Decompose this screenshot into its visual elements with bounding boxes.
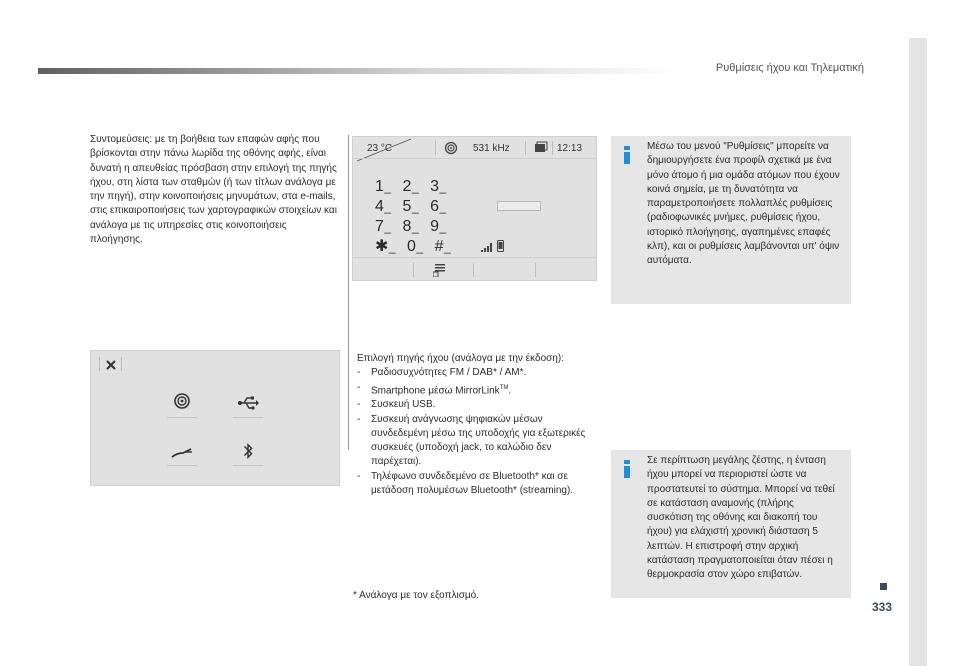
close-icon[interactable] bbox=[105, 359, 117, 371]
column-divider bbox=[348, 135, 349, 450]
keypad-row: ✱_ 0_ #_ bbox=[375, 238, 452, 255]
source-selection-screen bbox=[90, 350, 340, 486]
key-5[interactable]: 5 bbox=[402, 198, 412, 215]
list-item: - Ραδιοσυχνότητες FM / DAB* / AM*. bbox=[357, 366, 602, 380]
number-input-field[interactable] bbox=[497, 201, 541, 211]
clock-display: 12:13 bbox=[557, 143, 583, 154]
contacts-icon[interactable] bbox=[433, 263, 447, 277]
page-number: 333 bbox=[872, 600, 893, 614]
keypad-row: 1_ 2_ 3_ bbox=[375, 178, 447, 195]
phone-keypad bbox=[375, 177, 457, 257]
list-item bbox=[357, 381, 602, 399]
signal-icon bbox=[481, 242, 493, 252]
keypad-row: 4_ 5_ 6_ bbox=[375, 198, 447, 215]
jack-icon[interactable] bbox=[171, 445, 193, 461]
key-1[interactable]: 1 bbox=[375, 178, 385, 195]
info-box-text: Σε περίπτωση μεγάλης ζέστης, η ένταση ήχου μπορεί να περιοριστεί ώστε να προστατευτεί το σύστημα. Μπορεί να τεθεί σε κατάσταση αναμονής (πλήρης συσκότιση της οθόνης και διακοπή του ήχου) για ελάχιστή χρονική διάσταση 5 λεπτών. Η επιστροφή στην αρχική κατάσταση πραγματοποιείται όταν πέσει η θερμοκρασία στον χώρο επιβατών. bbox=[647, 455, 835, 581]
list-item: - Συσκευή ανάγνωσης ψηφιακών μέσων συνδεδεμένη μέσω της υποδοχής για εξωτερικές συσκευές (υποδοχή jack, το καλώδιο δεν παρέχεται). bbox=[357, 413, 602, 470]
key-8[interactable]: 8 bbox=[402, 218, 412, 235]
trademark-mark: TM bbox=[499, 384, 509, 391]
phone-icon bbox=[497, 240, 504, 252]
key-2[interactable]: 2 bbox=[402, 178, 412, 195]
page-number-marker bbox=[880, 583, 887, 590]
info-icon bbox=[623, 146, 631, 164]
page-header-title: Ρυθμίσεις ήχου και Τηλεματική bbox=[715, 62, 864, 74]
usb-icon[interactable] bbox=[237, 395, 259, 411]
shortcuts-paragraph: Συντομεύσεις: με τη βοήθεια των επαφών αφής που βρίσκονται στην πάνω λωρίδα της οθόνης αφής, είναι δυνατή η απευθείας πρόσβαση στην επιλογή της πηγής ήχου, στη λίστα των σταθμών (ή των τίτλων ανάλογα με την πηγή), στην κοινοποιήσεις μηνυμάτων, στα e-mails, στις επικαιροποιήσεις των χαρτογραφικών στοιχείων και ανάλογα με τις υπηρεσίες στις κοινοποιήσεις πλοήγησης. bbox=[90, 134, 337, 246]
info-box-heat bbox=[611, 450, 851, 598]
separator bbox=[525, 141, 526, 155]
key-4[interactable]: 4 bbox=[375, 198, 385, 215]
info-box-profiles bbox=[611, 136, 851, 304]
temperature-display[interactable]: 23 °C bbox=[367, 143, 393, 154]
list-item: - Συσκευή USB. bbox=[357, 398, 602, 412]
list-item-tail: . bbox=[508, 384, 512, 396]
separator bbox=[435, 141, 436, 155]
radio-icon[interactable] bbox=[444, 141, 458, 155]
key-6[interactable]: 6 bbox=[430, 198, 440, 215]
screen-bottom-bar bbox=[353, 257, 596, 282]
key-3[interactable]: 3 bbox=[430, 178, 440, 195]
separator bbox=[552, 141, 553, 155]
icon-underline bbox=[167, 465, 197, 466]
list-item-text: Smartphone μέσω MirrorLink bbox=[371, 384, 500, 396]
key-0[interactable]: 0 bbox=[407, 238, 417, 255]
icon-underline bbox=[233, 465, 263, 466]
screen-top-bar bbox=[353, 137, 596, 159]
info-icon bbox=[623, 460, 631, 478]
keypad-row: 7_ 8_ 9_ bbox=[375, 218, 447, 235]
icon-underline bbox=[167, 417, 197, 418]
separator bbox=[121, 357, 122, 371]
icon-underline bbox=[233, 417, 263, 418]
separator bbox=[473, 263, 474, 277]
message-icon[interactable] bbox=[534, 141, 548, 155]
key-7[interactable]: 7 bbox=[375, 218, 385, 235]
key-9[interactable]: 9 bbox=[430, 218, 440, 235]
list-item: - Τηλέφωνο συνδεδεμένο σε Bluetooth* και σε μετάδοση πολυμέσων Bluetooth* (streaming). bbox=[357, 470, 602, 499]
source-list-section bbox=[357, 352, 602, 498]
header-bar bbox=[38, 68, 678, 74]
info-box-text: Μέσω του μενού "Ρυθμίσεις" μπορείτε να δημιουργήσετε ένα προφίλ σχετικά με ένα μόνο άτομο ή μια ομάδα ατόμων που έχουν κοινά σημεία, με τη δυνατότητα να παραμετροποιήσετε πολλαπλές ρυθμίσεις (ραδιοφωνικές μνήμες, ρυθμίσεις ήχου, ιστορικό πλοήγησης, αγαπημένες επαφές κλπ), και οι ρυθμίσεις λαμβάνονται υπ' όψιν αυτόματα. bbox=[647, 141, 840, 267]
separator bbox=[99, 357, 100, 371]
side-strip bbox=[909, 38, 927, 666]
phone-keypad-screen bbox=[352, 136, 597, 281]
key-star[interactable]: ✱ bbox=[375, 238, 389, 255]
footnote: * Ανάλογα με τον εξοπλισμό. bbox=[353, 590, 479, 601]
radio-icon[interactable] bbox=[171, 393, 193, 409]
bluetooth-icon[interactable] bbox=[237, 443, 259, 459]
source-list bbox=[357, 366, 602, 498]
frequency-display: 531 kHz bbox=[473, 143, 510, 154]
source-list-intro: Επιλογή πηγής ήχου (ανάλογα με την έκδοση): bbox=[357, 353, 564, 364]
key-hash[interactable]: # bbox=[434, 238, 444, 255]
separator bbox=[413, 263, 414, 277]
separator bbox=[535, 263, 536, 277]
